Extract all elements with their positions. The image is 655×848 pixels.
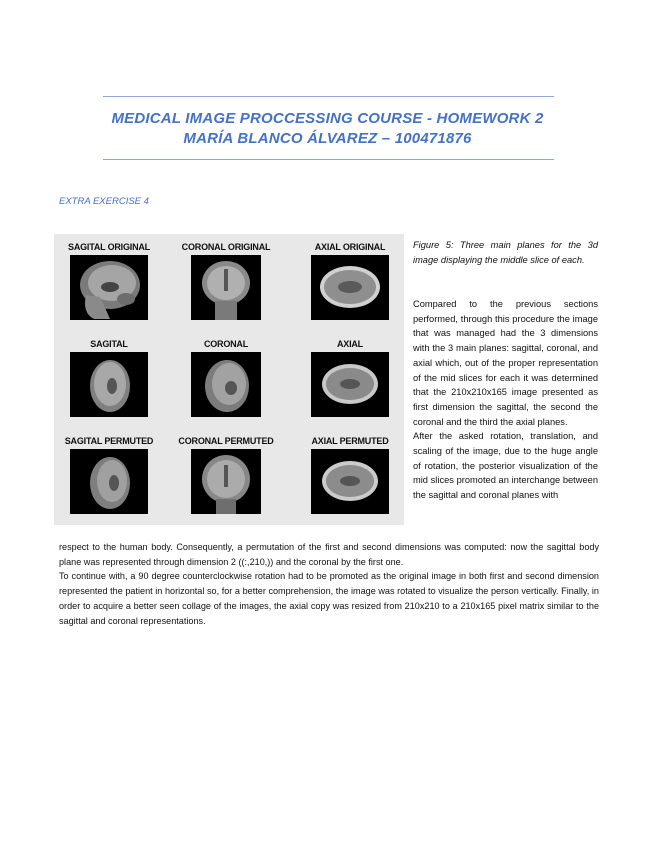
- figure-cell-coronal-original: [176, 242, 276, 252]
- figure-cell-sagital-original: [59, 242, 159, 252]
- figure-cell-axial: [300, 339, 400, 349]
- paragraph-rotation-start: After the asked rotation, translation, and scaling of the image, due to the huge angle of rotation, the posterior visualization of the mid slices promoted an interchange between the sagittal and coronal planes with: [413, 431, 598, 501]
- paragraph-rotation-continued: respect to the human body. Consequently, a permutation of the first and second dimensions was computed: now the sagittal body plane was represented through dimension 2 ((:,210,)) and the coronal by the first one.: [59, 542, 599, 567]
- figure-cell-coronal: [176, 339, 276, 349]
- figure-cell-coronal-permuted: [176, 436, 276, 446]
- mri-coronal-permuted-image: [191, 449, 261, 514]
- section-label: EXTRA EXERCISE 4: [59, 196, 149, 207]
- figure-cell-axial-permuted: [300, 436, 400, 446]
- page-title-line2: MARÍA BLANCO ÁLVAREZ – 100471876: [183, 130, 472, 147]
- mri-sagital-permuted-image: [70, 449, 148, 514]
- figure-label: CORONAL PERMUTED: [178, 436, 274, 446]
- header-rule-bottom: [103, 159, 554, 160]
- figure-cell-axial-original: [300, 242, 400, 252]
- figure-mri-collage: [54, 234, 404, 525]
- figure-label: SAGITAL: [90, 339, 128, 349]
- paragraph-resizing: To continue with, a 90 degree counterclockwise rotation had to be promoted as the original image in both first and second dimension represented the patient in horizontal so, for a better comprehension, the image was rotated to visualize the person vertically. Finally, in order to acquire a better seen collage of the images, the axial copy was resized from 210x210 to a 210x165 pixel matrix similar to the sagittal and coronal representations.: [59, 571, 599, 626]
- mri-axial-permuted-image: [311, 449, 389, 514]
- figure-cell-sagital-permuted: [59, 436, 159, 446]
- mri-axial-original-image: [311, 255, 389, 320]
- body-text-side: [413, 297, 598, 503]
- page-title-line1: MEDICAL IMAGE PROCCESSING COURSE - HOMEWORK 2: [111, 110, 544, 127]
- header-rule-top: [103, 96, 554, 97]
- figure-label: AXIAL ORIGINAL: [314, 242, 386, 252]
- figure-label: AXIAL PERMUTED: [311, 436, 389, 446]
- figure-label: AXIAL: [336, 339, 363, 349]
- paragraph-comparison: Compared to the previous sections performed, through this procedure the image that was managed had the 3 dimensions with the 3 main planes: sagittal, coronal, and axial which, out of the proper representation of the mid slices for each it was determined that the 210x210x165 image presented as first dimension the sagittal, the second the coronal and the third the axial planes.: [413, 299, 598, 427]
- figure-label: CORONAL ORIGINAL: [181, 242, 271, 252]
- figure-label: SAGITAL ORIGINAL: [68, 242, 150, 252]
- mri-sagital-image: [70, 352, 148, 417]
- mri-axial-image: [311, 352, 389, 417]
- figure-label: CORONAL: [203, 339, 249, 349]
- figure-cell-sagital: [59, 339, 159, 349]
- figure-label: SAGITAL PERMUTED: [64, 436, 154, 446]
- figure-caption: Figure 5: Three main planes for the 3d image displaying the middle slice of each.: [413, 240, 598, 265]
- mri-coronal-image: [191, 352, 261, 417]
- body-text-full: [59, 540, 599, 628]
- mri-coronal-original-image: [191, 255, 261, 320]
- mri-sagital-original-image: [70, 255, 148, 320]
